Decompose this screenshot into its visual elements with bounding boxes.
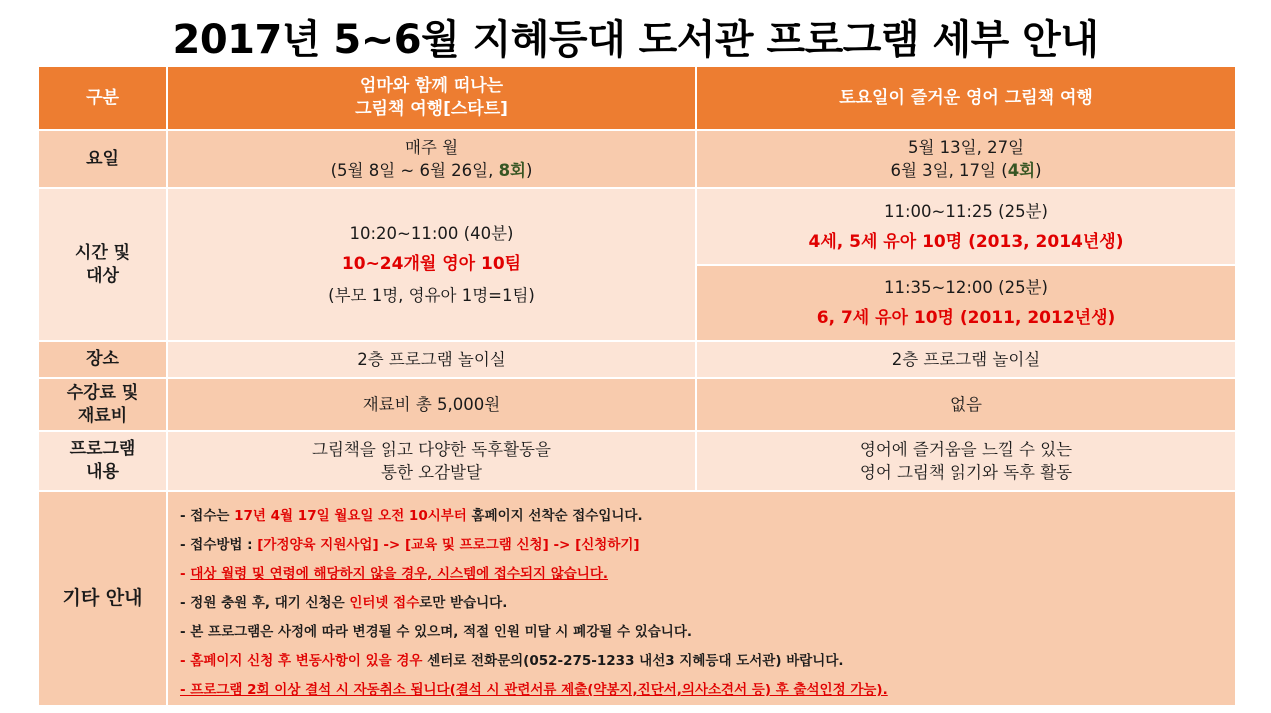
day-program1 <box>167 130 696 188</box>
place-program1: 2층 프로그램 놀이실 <box>167 341 696 378</box>
header-program1 <box>167 66 696 130</box>
time-program2b-time: 11:35~12:00 (25분) <box>884 278 1048 297</box>
note-7: - 프로그램 2회 이상 결석 시 자동취소 됩니다(결석 시 관련서류 제출(약봉지,진단서,의사소견서 등) 후 출석인정 가능). <box>180 682 888 698</box>
note-2: - 접수방법 : [가정양육 지원사업] -> [교육 및 프로그램 신청] -> [신청하기] <box>180 537 640 553</box>
day-program1-count: 8회 <box>498 161 526 180</box>
header-category: 구분 <box>38 66 167 130</box>
time-program1-time: 10:20~11:00 (40분) <box>349 224 514 243</box>
time-program1-note: (부모 1명, 영유아 1명=1팀) <box>328 286 535 305</box>
day-program1-line2 <box>176 159 687 182</box>
fee-row <box>38 378 1236 431</box>
note-3: - 대상 월령 및 연령에 해당하지 않을 경우, 시스템에 접수되지 않습니다. <box>180 566 609 582</box>
time-label <box>38 188 167 341</box>
time-label-line2: 대상 <box>86 265 119 286</box>
content-label-line1: 프로그램 <box>69 439 136 459</box>
day-label: 요일 <box>38 130 167 188</box>
day-program2-line2 <box>705 159 1227 182</box>
header-program1-line2: 그림책 여행[스타트] <box>355 99 508 119</box>
note-5: - 본 프로그램은 사정에 따라 변경될 수 있으며, 적절 인원 미달 시 폐강될 수 있습니다. <box>180 624 693 640</box>
header-program1-line1: 엄마와 함께 떠나는 <box>359 76 504 96</box>
other-notes <box>167 491 1236 706</box>
time-program2-session1 <box>696 188 1236 265</box>
day-program2-dates: 6월 3일, 17일 ( <box>890 161 1008 180</box>
time-program2a-time: 11:00~11:25 (25분) <box>884 201 1048 221</box>
note-1: - 접수는 17년 4월 17일 월요일 오전 10시부터 홈페이지 선착순 접수입니다. <box>180 508 643 524</box>
time-label-line1: 시간 및 <box>74 242 131 263</box>
day-program2-line1: 5월 13일, 27일 <box>907 138 1025 157</box>
day-program2 <box>696 130 1236 188</box>
time-program2b-target: 6, 7세 유아 10명 (2011, 2012년생) <box>816 308 1116 328</box>
time-program2a-target: 4세, 5세 유아 10명 (2013, 2014년생) <box>808 231 1124 252</box>
page-title: 2017년 5~6월 지혜등대 도서관 프로그램 세부 안내 <box>172 17 1099 63</box>
place-label: 장소 <box>38 341 167 378</box>
content-label <box>38 431 167 491</box>
time-program2-session2 <box>696 265 1236 341</box>
content-program2-line2: 영어 그림책 읽기와 독후 활동 <box>859 463 1073 482</box>
place-row <box>38 341 1236 378</box>
fee-program1: 재료비 총 5,000원 <box>167 378 696 431</box>
fee-program2: 없음 <box>696 378 1236 431</box>
table-header-row <box>38 66 1236 130</box>
fee-label-line1: 수강료 및 <box>66 382 139 403</box>
day-program1-dates: (5월 8일 ~ 6월 26일, <box>330 161 499 180</box>
note-4: - 정원 충원 후, 대기 신청은 인터넷 접수로만 받습니다. <box>180 595 508 611</box>
content-program2 <box>696 431 1236 491</box>
fee-label <box>38 378 167 431</box>
content-label-line2: 내용 <box>86 462 119 482</box>
day-program2-close: ) <box>1035 161 1042 180</box>
fee-label-line2: 재료비 <box>77 405 128 426</box>
time-program1 <box>167 188 696 341</box>
content-program1-line1: 그림책을 읽고 다양한 독후활동을 <box>312 440 551 459</box>
place-program2: 2층 프로그램 놀이실 <box>696 341 1236 378</box>
day-row <box>38 130 1236 188</box>
content-program1 <box>167 431 696 491</box>
content-program1-line2: 통한 오감발달 <box>381 463 482 482</box>
time-program1-target: 10~24개월 영아 10팀 <box>341 254 522 274</box>
day-program1-close: ) <box>525 161 533 180</box>
program-table <box>37 65 1237 707</box>
other-row <box>38 491 1236 706</box>
header-program2: 토요일이 즐거운 영어 그림책 여행 <box>696 66 1236 130</box>
content-row <box>38 431 1236 491</box>
other-label: 기타 안내 <box>38 491 167 706</box>
content-program2-line1: 영어에 즐거움을 느낄 수 있는 <box>859 440 1073 459</box>
day-program2-count: 4회 <box>1007 161 1036 180</box>
note-6: - 홈페이지 신청 후 변동사항이 있을 경우 센터로 전화문의(052-275-1233 내선3 지혜등대 도서관) 바랍니다. <box>180 653 844 669</box>
day-program1-line1: 매주 월 <box>404 138 459 157</box>
time-row-a <box>38 188 1236 265</box>
